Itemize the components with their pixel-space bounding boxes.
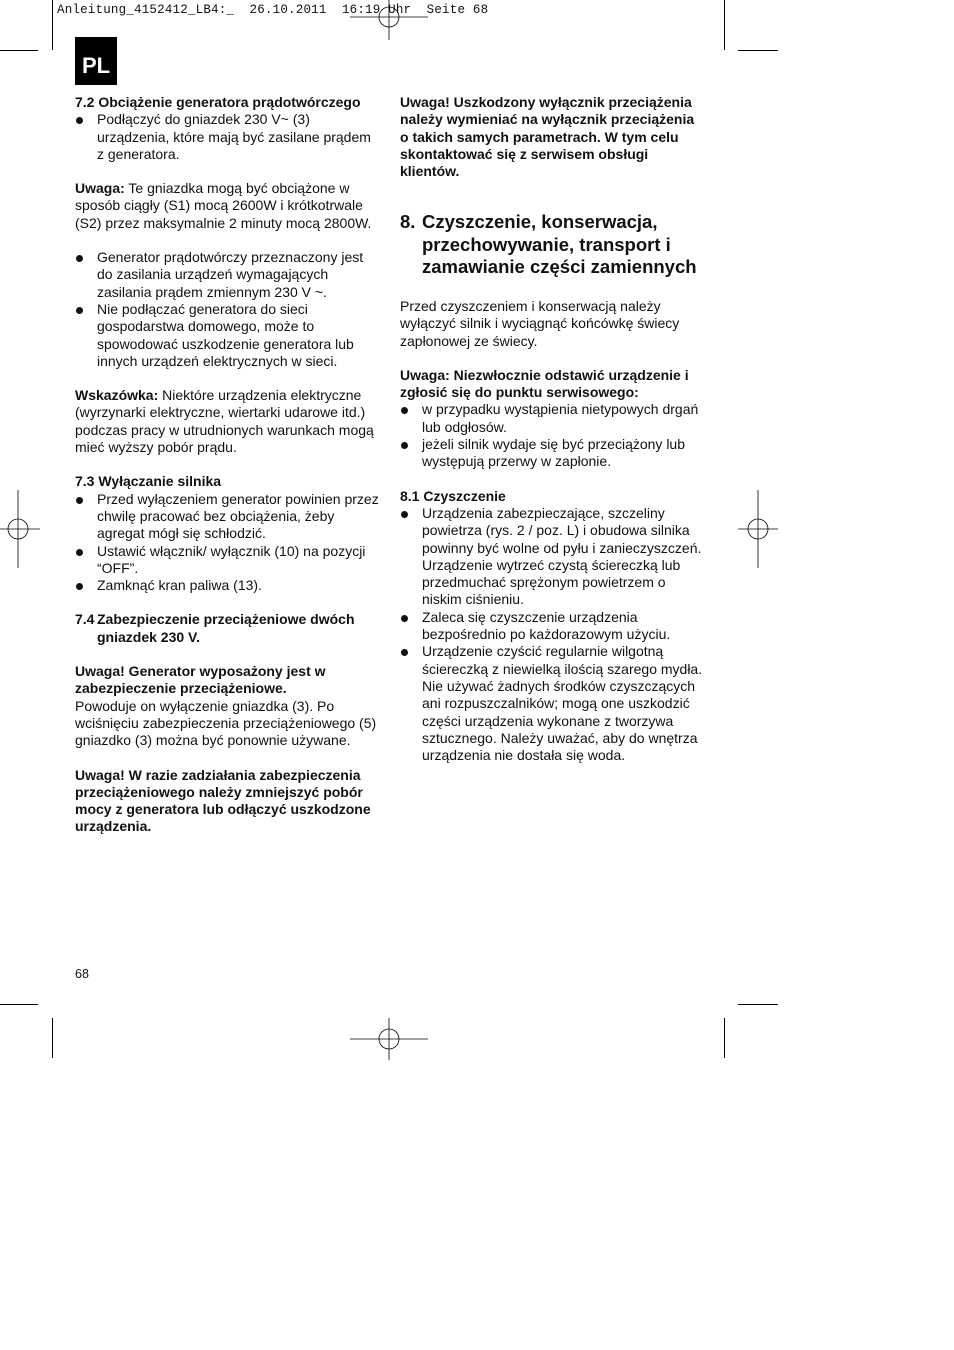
print-slug: Anleitung_4152412_LB4:_ 26.10.2011 16:19 Uhr Seite 68: [57, 3, 489, 17]
list-item: jeżeli silnik wydaje się być przeciążony lub występują przerwy w zapłonie.: [400, 436, 705, 471]
section-7-3-list: [75, 491, 380, 595]
note-uwaga-5: Uwaga: Niezwłocznie odstawić urządzenie i zgłosić się do punktu serwisowego:: [400, 366, 689, 401]
list-item: w przypadku wystąpienia nietypowych drgań lub odgłosów.: [400, 401, 705, 436]
crop-mark: [724, 1018, 725, 1058]
crop-mark: [0, 1004, 38, 1005]
list-item: Zamknąć kran paliwa (13).: [75, 577, 380, 594]
section-8-1-heading: 8.1 Czyszczenie: [400, 487, 506, 504]
note-uwaga-2-text: Powoduje on wyłączenie gniazdka (3). Po wciśnięciu zabezpieczenia przeciążeniowego (5) gniazdko (3) można być ponownie używane.: [75, 697, 377, 749]
language-badge: [75, 37, 117, 85]
generator-notes-list: [75, 249, 380, 370]
note-label: Uwaga:: [75, 180, 125, 197]
list-item: Podłączyć do gniazdek 230 V~ (3) urządzenia, które mają być zasilane prądem z generatora.: [75, 111, 380, 163]
crop-mark: [52, 1018, 53, 1058]
list-item: Przed wyłączeniem generator powinien przez chwilę pracować bez obciążenia, żeby agregat mógł się schłodzić.: [75, 491, 380, 543]
crop-mark: [52, 0, 53, 50]
section-number: 8.: [400, 211, 416, 233]
section-7-2-heading: 7.2 Obciążenie generatora prądotwórczego: [75, 94, 361, 110]
note-uwaga-1: [75, 180, 380, 232]
registration-mark-icon: [350, 1018, 428, 1060]
crop-mark: [0, 50, 38, 51]
list-item: Nie podłączać generatora do sieci gospodarstwa domowego, może to spowodować uszkodzenie generatora lub innych urządzeń elektrycznych w sieci.: [75, 301, 380, 370]
section-7-3-heading: 7.3 Wyłączanie silnika: [75, 473, 222, 490]
left-column: [75, 94, 380, 836]
crop-mark: [738, 1004, 778, 1005]
note-wskazowka: [75, 387, 380, 456]
section-8-heading: [400, 211, 705, 279]
section-7-4-heading: [75, 611, 380, 646]
note-uwaga-4: Uwaga! Uszkodzony wyłącznik przeciążenia należy wymieniać na wyłącznik przeciążenia o takich samych parametrach. W tym celu skontaktować się z serwisem obsługi klientów.: [400, 94, 695, 180]
section-8-intro: Przed czyszczeniem i konserwacją należy wyłączyć silnik i wyciągnąć końcówkę świecy zapłonowej ze świecy.: [400, 297, 680, 349]
section-title: Czyszczenie, konserwacja, przechowywanie, transport i zamawianie części zamiennych: [422, 211, 697, 278]
language-badge-label: PL: [81, 53, 111, 78]
list-item: Ustawić włącznik/ wyłącznik (10) na pozycji “OFF”.: [75, 543, 380, 578]
list-item: Urządzenie czyścić regularnie wilgotną ściereczką z niewielką ilością szarego mydła. Nie używać żadnych środków czyszczących ani rozpuszczalników; mogą one uszkodzić części urządzenia wykonane z tworzywa sztucznego. Należy uważać, aby do wnętrza urządzenia nie dostała się woda.: [400, 643, 705, 764]
note-uwaga-3: Uwaga! W razie zadziałania zabezpieczenia przeciążeniowego należy zmniejszyć pobór mocy z generatora lub odłączyć uszkodzone urządzenia.: [75, 766, 371, 835]
list-item: Zaleca się czyszczenie urządzenia bezpośrednio po każdorazowym użyciu.: [400, 609, 705, 644]
note-text: Te gniazdka mogą być obciążone w sposób ciągły (S1) mocą 2600W i krótkotrwale (S2) przez maksymalnie 2 minuty mocą 2800W.: [75, 180, 372, 231]
note-uwaga-2-heading: Uwaga! Generator wyposażony jest w zabezpieczenie przeciążeniowe.: [75, 663, 326, 697]
registration-mark-icon: [0, 490, 40, 568]
section-7-2-list: [75, 111, 380, 163]
crop-mark: [738, 50, 778, 51]
registration-mark-icon: [738, 490, 778, 568]
list-item: Generator prądotwórczy przeznaczony jest do zasilania urządzeń wymagających zasilania prądem zmiennym 230 V ~.: [75, 249, 380, 301]
list-item: Urządzenia zabezpieczające, szczeliny powietrza (rys. 2 / poz. L) i obudowa silnika powinny być wolne od pyłu i zanieczyszczeń. Urządzenie wytrzeć czystą ściereczką lub przedmuchać sprężonym powietrzem o niskim ciśnieniu.: [400, 505, 705, 609]
section-8-1-list: [400, 505, 705, 764]
service-conditions-list: [400, 401, 705, 470]
section-number: 7.4: [75, 611, 95, 628]
right-column: [400, 94, 705, 764]
note-text: Niektóre urządzenia elektryczne (wyrzynarki elektryczne, wiertarki udarowe itd.) podczas pracy w utrudnionych warunkach mogą mieć wyższy pobór prądu.: [75, 387, 374, 456]
note-label: Wskazówka:: [75, 387, 159, 404]
crop-mark: [724, 0, 725, 50]
page-number: 68: [75, 967, 89, 981]
registration-mark-icon: [350, 0, 428, 40]
section-title: Zabezpieczenie przeciążeniowe dwóch gniazdek 230 V.: [97, 611, 355, 645]
